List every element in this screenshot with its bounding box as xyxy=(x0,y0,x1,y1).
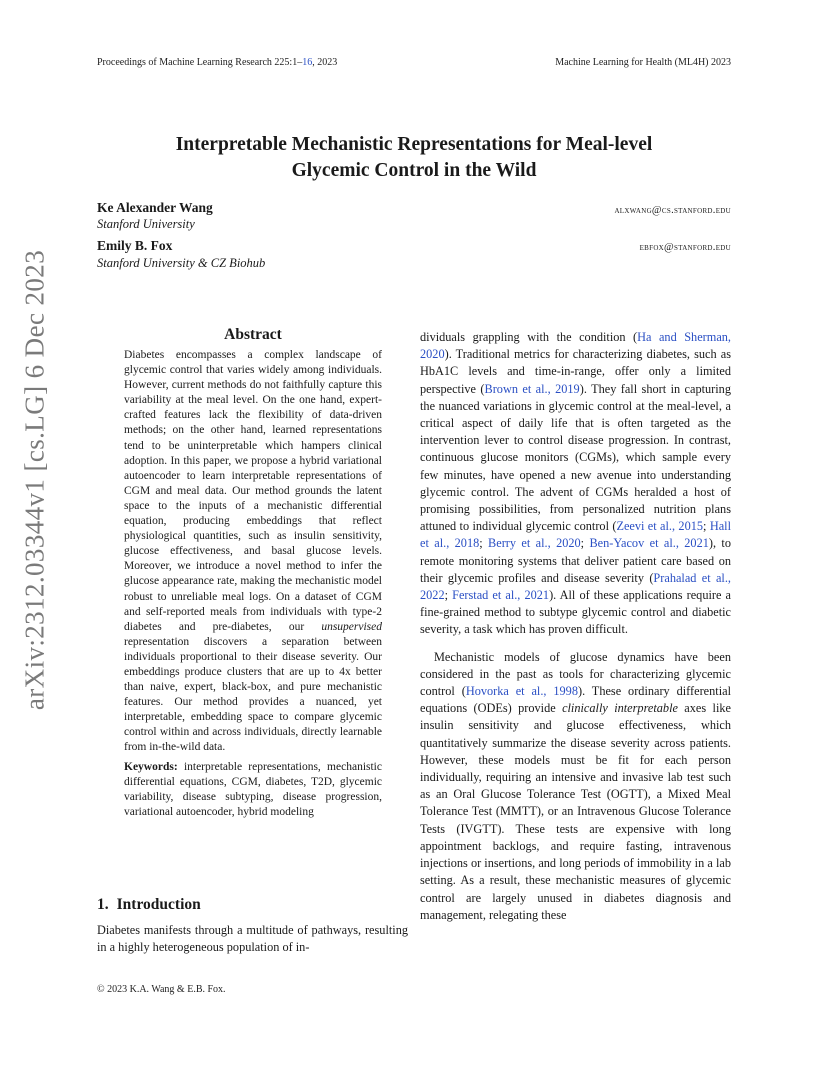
running-header-right: Machine Learning for Health (ML4H) 2023 xyxy=(555,57,731,68)
citation-link[interactable]: Ha and Sherman, 2020 xyxy=(420,330,731,362)
citation-link[interactable]: Berry et al., 2020 xyxy=(488,536,581,551)
keywords-label: Keywords: xyxy=(124,760,178,773)
citation-link[interactable]: Ferstad et al., 2021 xyxy=(452,588,550,603)
section-heading: 1. Introduction xyxy=(97,896,201,913)
intro-paragraph: Diabetes manifests through a multitude of pathways, resulting in a highly heterogeneous population of in- xyxy=(97,923,408,955)
author-affiliation: Stanford University xyxy=(97,217,195,231)
citation-link[interactable]: Hovorka et al., 1998 xyxy=(465,684,578,699)
author-affiliation: Stanford University & CZ Biohub xyxy=(97,256,266,270)
citation-link[interactable]: Zeevi et al., 2015 xyxy=(616,519,704,534)
running-header-left: Proceedings of Machine Learning Research 225:1–16, 2023 xyxy=(97,57,338,68)
right-column xyxy=(420,329,731,924)
author-email: ebfox@stanford.edu xyxy=(639,242,731,253)
citation-link[interactable]: Prahalad et al., 2022 xyxy=(420,570,731,603)
paper-title: Interpretable Mechanistic Representations for Meal-level Glycemic Control in the Wild xyxy=(175,134,653,181)
paragraph: Mechanistic models of glucose dynamics have been considered in the past as tools for characterizing glycemic control (Hovorka et al., 1998). These ordinary differential equations (ODEs) provide clinically interpretable axes like insulin sensitivity and glucose effectiveness, which quantitatively summarize the disease severity across patients. However, these models must be fit for each person individually, requiring an intensive and invasive lab test such as an Oral Glucose Tolerance Test (OGTT), a Mixed Meal Tolerance Test (MMTT), or an Intravenous Glucose Tolerance Tests (IVGTT). These tests are expensive with long appointment backlogs, and require fasting, intravenous injections or insertions, and long periods of immobility in a lab setting. As a result, these mechanistic measures of glycemic control are largely unused in diabetes diagnosis and management, relegating these xyxy=(420,649,731,922)
citation-link[interactable]: Ben-Yacov et al., 2021 xyxy=(589,536,709,551)
author-email: alxwang@cs.stanford.edu xyxy=(614,205,731,216)
citation-link[interactable]: Brown et al., 2019 xyxy=(484,381,580,396)
abstract-heading: Abstract xyxy=(224,326,282,343)
citation-link[interactable]: Hall et al., 2018 xyxy=(420,519,731,551)
copyright-footer: © 2023 K.A. Wang & E.B. Fox. xyxy=(97,984,226,995)
paragraph: dividuals grappling with the condition (Ha and Sherman, 2020). Traditional metrics for characterizing diabetes, such as HbA1C levels and time-in-range, offer only a limited perspective (Brown et al., 2019). They fall short in capturing the nuanced variations in glycemic control at the meal-level, a critical aspect of daily life that is often targeted as the intervention lever to control disease progression. In contrast, continuous glucose monitors (CGMs), which sample every few minutes, have opened a new avenue into understanding glycemic control. The advent of CGMs heralded a host of promising possibilities, from personalized nutrition plans attuned to individual glycemic control (Zeevi et al., 2015; Hall et al., 2018; Berry et al., 2020; Ben-Yacov et al., 2021), to remote monitoring systems that deliver patient care based on their glycemic profiles and disease severity (Prahalad et al., 2022; Ferstad et al., 2021). All of these applications require a fine-grained method to subtype glycemic control and diabetic severity, a task which has proven difficult. xyxy=(420,330,731,637)
author-name: Emily B. Fox xyxy=(97,238,173,253)
keywords: interpretable representations, mechanistic differential equations, CGM, diabetes, T2D, glycemic variability, disease subtyping, disease progression, variational autoencoder, hybrid modeling xyxy=(124,760,382,818)
abstract-body: Diabetes encompasses a complex landscape of glycemic control that varies widely among individuals. However, current methods do not faithfully capture this variability at the meal level. On the one hand, expert-crafted features lack the flexibility of data-driven methods; on the other hand, learned representations tend to be uninterpretable which hampers clinical adoption. In this paper, we propose a hybrid variational autoencoder to learn interpretable representations of CGM and meal data. Our method grounds the latent space to the inputs of a mechanistic differential equation, producing embeddings that reflect physiological quantities, such as insulin sensitivity, glucose effectiveness, and basal glucose levels. Moreover, we introduce a novel method to infer the glucose appearance rate, making the mechanistic model robust to unreliable meal logs. On a dataset of CGM and self-reported meals from individuals with type-2 diabetes and pre-diabetes, our unsupervised representation discovers a separation between individuals proportional to their disease severity. Our embeddings produce clusters that are up to 4x better than naive, expert, black-box, and pure mechanistic features. Our method provides a nuanced, yet interpretable, embedding space to compare glycemic control within and across individuals, directly learnable from in-the-wild data. Keywords: interpretable representations, mechanistic differential equations, CGM, diabetes, T2D, glycemic variability, disease subtyping, disease progression, variational autoencoder, hybrid modeling xyxy=(124,349,382,818)
page-range-link[interactable]: 16 xyxy=(302,57,313,68)
author-name: Ke Alexander Wang xyxy=(97,200,213,215)
